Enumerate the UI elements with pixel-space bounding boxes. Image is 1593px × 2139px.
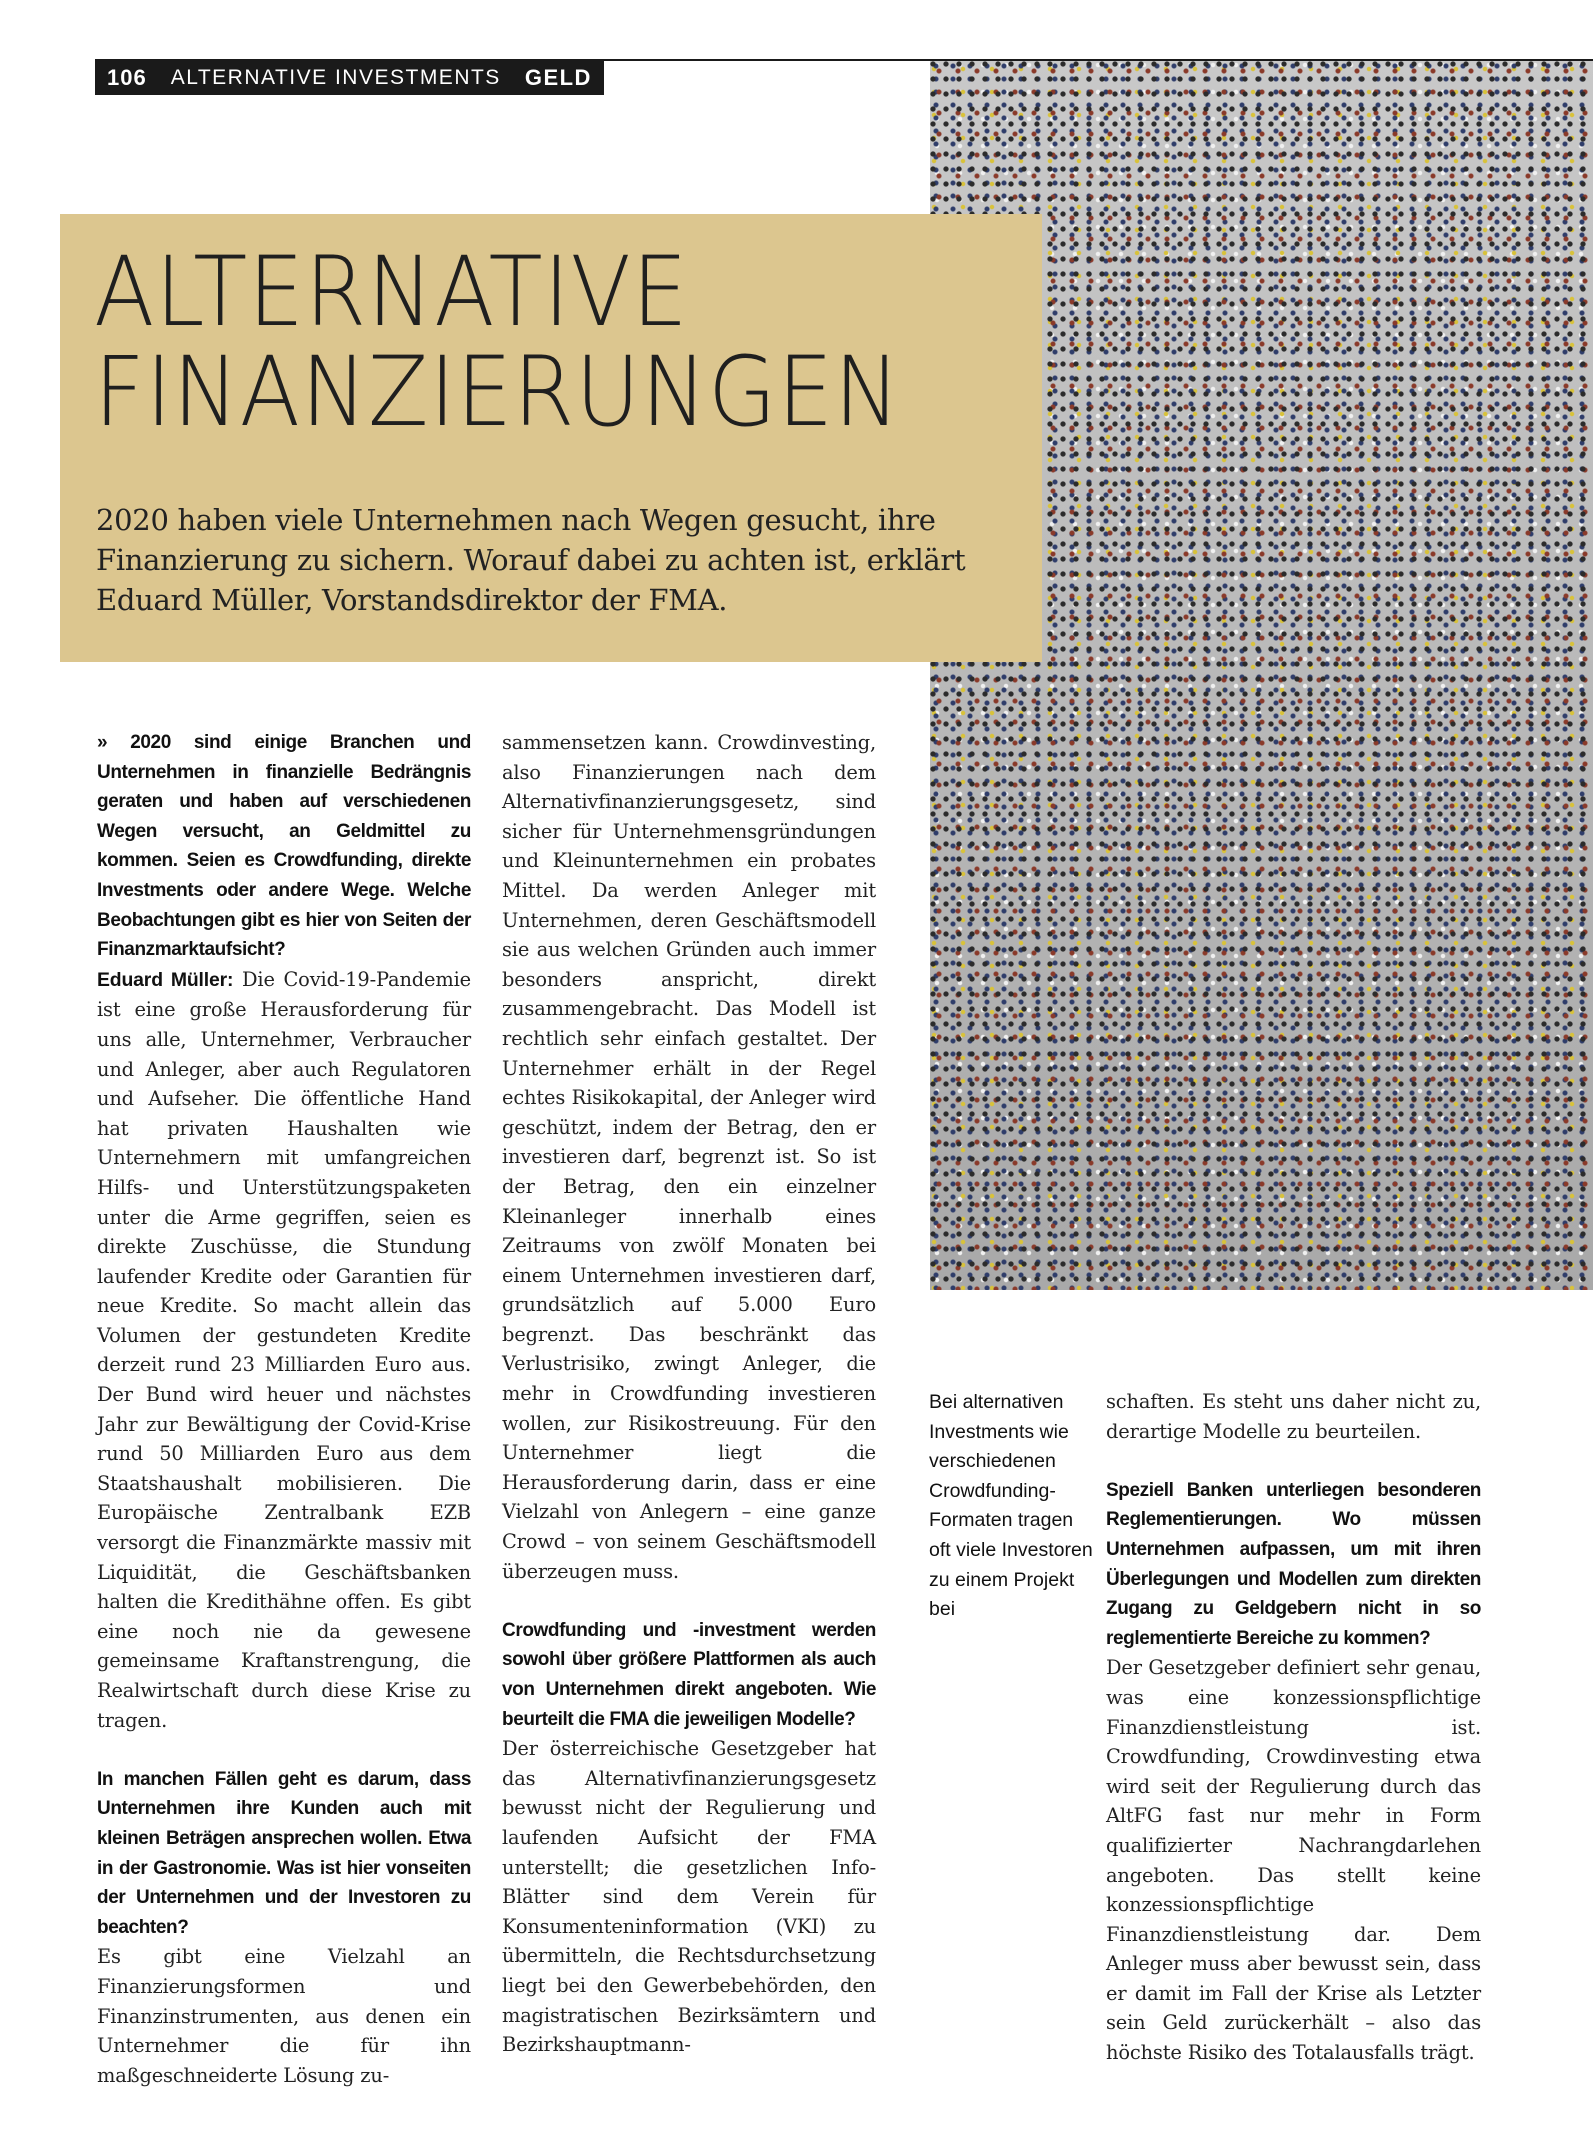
section-header-bar xyxy=(95,61,604,95)
title-box xyxy=(60,214,1042,662)
question-3: Crowdfunding und -investment werden sowohl über größere Plattformen als auch von Unternehmen direkt angeboten. Wie beurteilt die FMA die jeweiligen Modelle? xyxy=(502,1619,876,1730)
question-2: In manchen Fällen geht es darum, dass Unternehmen ihre Kunden auch mit kleinen Beträgen ansprechen wollen. Etwa in der Gastronomie. Was ist hier vonseiten der Unternehmen und der Investoren zu beachten? xyxy=(97,1768,471,1938)
answer-4: Der Gesetzgeber definiert sehr genau, was eine konzessionspflichtige Finanzdienstleistung ist. Crowdfunding, Crowdinvesting etwa wird seit der Regulierung durch das AltFG fast nur mehr in Form qualifizierter Nachrangdarlehen angeboten. Das stellt keine konzessionspflichtige Finanzdienstleistung dar. Dem Anleger muss aber bewusst sein, dass er damit im Fall der Krise als Letzter sein Geld zurückerhält – also das höchste Risiko des Totalausfalls trägt. xyxy=(1106,1656,1481,2065)
answer-3-part-2: schaften. Es steht uns daher nicht zu, derartige Modelle zu beurteilen. xyxy=(1106,1390,1481,1443)
text-column-1 xyxy=(97,728,471,2090)
section-label: ALTERNATIVE INVESTMENTS xyxy=(170,66,501,89)
article-lead: 2020 haben viele Unternehmen nach Wegen gesucht, ihre Finanzierung zu sichern. Worauf dabei zu achten ist, erklärt Eduard Müller, Vorstandsdirektor der FMA. xyxy=(96,503,966,617)
text-column-2 xyxy=(502,728,876,2060)
answer-1 xyxy=(97,965,471,1735)
question-4: Speziell Banken unterliegen besonderen Reglementierungen. Wo müssen Unternehmen aufpassen, um mit ihren Überlegungen und Modellen zum direkten Zugang zu Geldgebern nicht in so reglementierte Bereiche zu kommen? xyxy=(1106,1479,1481,1649)
speaker-label: Eduard Müller: xyxy=(97,968,234,991)
answer-1-text: Die Covid-19-Pandemie ist eine große Herausforderung für uns alle, Unternehmer, Verbraucher und Anleger, aber auch Regulatoren und Aufseher. Die öffentliche Hand hat privaten Haushalten wie Unternehmern mit umfangreichen Hilfs- und Unterstützungspaketen unter die Arme gegriffen, seien es direkte Zuschüsse, die Stundung laufender Kredite oder Garantien für neue Kredite. So macht allein das Volumen der gestundeten Kredite derzeit rund 23 Milliarden Euro aus. Der Bund wird heuer und nächstes Jahr zur Bewältigung der Covid-Krise rund 50 Milliarden Euro aus dem Staatshaushalt mobilisieren. Die Europäische Zentralbank EZB versorgt die Finanzmärkte massiv mit Liquidität, die Geschäftsbanken halten die Kredithähne offen. Es gibt eine noch nie da gewesene gemeinsame Kraftanstrengung, die Realwirtschaft durch diese Krise zu tragen. xyxy=(97,967,471,1732)
page-number: 106 xyxy=(107,65,147,90)
answer-2-part-2: sammensetzen kann. Crowdinvesting, also Finanzierungen nach dem Alternativfinanzierungsgesetz, sind sicher für Unternehmensgründungen und Kleinunternehmen ein probates Mittel. Da werden Anleger mit Unternehmen, deren Geschäftsmodell sie aus welchen Gründen auch immer besonders anspricht, direkt zusammengebracht. Das Modell ist rechtlich sehr einfach gestaltet. Der Unternehmer erhält in der Regel echtes Risikokapital, der Anleger wird geschützt, indem der Betrag, den er investieren darf, begrenzt ist. So ist der Betrag, den ein einzelner Kleinanleger innerhalb eines Zeitraums von zwölf Monaten bei einem Unternehmen investieren darf, grundsätzlich auf 5.000 Euro begrenzt. Das beschränkt das Verlustrisiko, zwingt Anleger, die mehr in Crowdfunding investieren wollen, zur Risikostreuung. Für den Unternehmer liegt die Herausforderung darin, dass er eine Vielzahl von Anlegern – eine ganze Crowd – von seinem Geschäftsmodell überzeugen muss. xyxy=(502,731,876,1583)
title-line-2: FINANZIERUNGEN xyxy=(94,336,902,448)
answer-2-part-1: Es gibt eine Vielzahl an Finanzierungsformen und Finanzinstrumenten, aus denen ein Unternehmer die für ihn maßgeschneiderte Lösung zu- xyxy=(97,1945,471,2087)
rubric-label: GELD xyxy=(524,65,592,90)
article-title xyxy=(94,236,902,448)
answer-3-part-1: Der österreichische Gesetzgeber hat das Alternativfinanzierungsgesetz bewusst nicht der Regulierung und laufenden Aufsicht der FMA unterstellt; die gesetzlichen Info-Blätter sind dem Verein für Konsumenteninformation (VKI) zu übermitteln, die Rechtsdurchsetzung liegt bei den Gewerbebehörden, den magistratischen Bezirksämtern und Bezirkshauptmann- xyxy=(502,1737,876,2057)
photo-caption: Bei alternativen Investments wie verschiedenen Crowdfunding-Formaten tragen oft viele Investoren zu einem Projekt bei xyxy=(929,1391,1093,1621)
question-1: » 2020 sind einige Branchen und Unternehmen in finanzielle Bedrängnis geraten und haben auf verschiedenen Wegen versucht, an Geldmittel zu kommen. Seien es Crowdfunding, direkte Investments oder andere Wege. Welche Beobachtungen gibt es hier von Seiten der Finanzmarktaufsicht? xyxy=(97,732,471,961)
text-column-3 xyxy=(1106,1387,1481,2068)
title-line-1: ALTERNATIVE xyxy=(94,236,689,348)
